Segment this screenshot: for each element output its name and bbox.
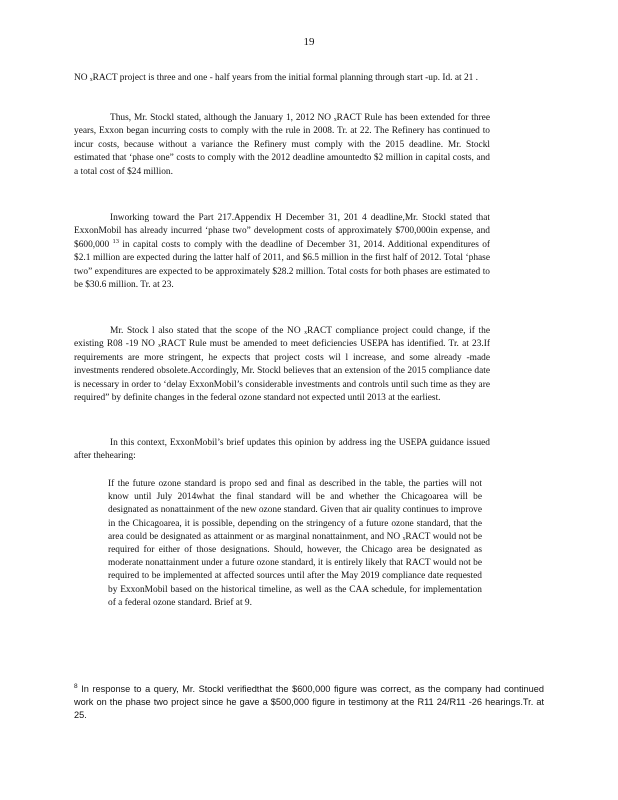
footnote bbox=[74, 683, 544, 723]
footnote-text: In response to a query, Mr. Stockl verifiedthat the $600,000 figure was correct, as the company had continued work on the phase two project since he gave a $500,000 figure in testimony at the R11 24/R11 -26 hearings.Tr. at 25. bbox=[74, 684, 544, 721]
page-number: 19 bbox=[303, 36, 315, 48]
paragraph-phase-two-text-b: in capital costs to comply with the deadline of December 31, 2014. Additional expenditures of $2.1 million are expected during the latter half of 2011, and $6.5 million in the first half of 2012. Total ‘phase two” expenditures are expected to be approximately $28.2 million. Total costs for both phases are estimated to be $30.6 million. Tr. at 23. bbox=[74, 239, 491, 291]
footnote-reference: 13 bbox=[112, 237, 120, 245]
paragraph-phase-two-text-a: Inworking toward the Part 217.Appendix H December 31, 201 4 deadline,Mr. Stockl stated that ExxonMobil has already incurred ‘phase two” development costs of approximately $700,000in expense, and $600,000 bbox=[74, 213, 490, 250]
paragraph-continuation: NO ₓRACT project is three and one - half years from the initial formal planning through start -up. Id. at 21 . bbox=[74, 73, 479, 83]
block-quote: If the future ozone standard is propo sed and final as described in the table, the parties will not know until July 2014what the final standard will be and whether the Chicagoarea will be designated as nonattainment of the new ozone standard. Given that air quality continues to improve in the Chicagoarea, it is possible, depending on the stringency of a future ozone standard, that the area could be designated as attainment or as marginal nonattainment, and NO ₓRACT would not be required for either of those designations. Should, however, the Chicago area be designated as moderate nonattainment under a future ozone standard, it is entirely likely that RACT would not be required to be implemented at affected sources until after the May 2019 compliance date requested by ExxonMobil based on the historical timeline, as well as the CAA schedule, for implementation of a federal ozone standard. Brief at 9. bbox=[108, 479, 482, 608]
paragraph-scope-change: Mr. Stock l also stated that the scope of the NO ₓRACT compliance project could change, if the existing R08 -19 NO ₓRACT Rule must be amended to meet deficiencies USEPA has identified. Tr. at 23.If requirements are more stringent, he expects that project costs wil l increase, and some already -made investments rendered obsolete.Accordingly, Mr. Stockl believes that an extension of the 2015 compliance date is necessary in order to ‘delay ExxonMobil’s considerable investments and controls until such time as they are required” by definite changes in the federal ozone standard not expected until 2013 at the earliest. bbox=[74, 326, 490, 404]
paragraph-brief-intro: In this context, ExxonMobil’s brief updates this opinion by address ing the USEPA guidance issued after thehearing: bbox=[74, 438, 490, 462]
footnote-marker: 8 bbox=[74, 682, 78, 690]
paragraph-phase-two bbox=[74, 212, 490, 292]
paragraph-stockl-costs: Thus, Mr. Stockl stated, although the January 1, 2012 NO ₓRACT Rule has been extended for three years, Exxon began incurring costs to comply with the rule in 2008. Tr. at 22. The Refinery has continued to incur costs, because without a variance the Refinery must comply with the 2015 deadline. Mr. Stockl estimated that ‘phase one” costs to comply with the 2012 deadline amountedto $2 million in capital costs, and a total cost of $24 million. bbox=[74, 113, 490, 177]
